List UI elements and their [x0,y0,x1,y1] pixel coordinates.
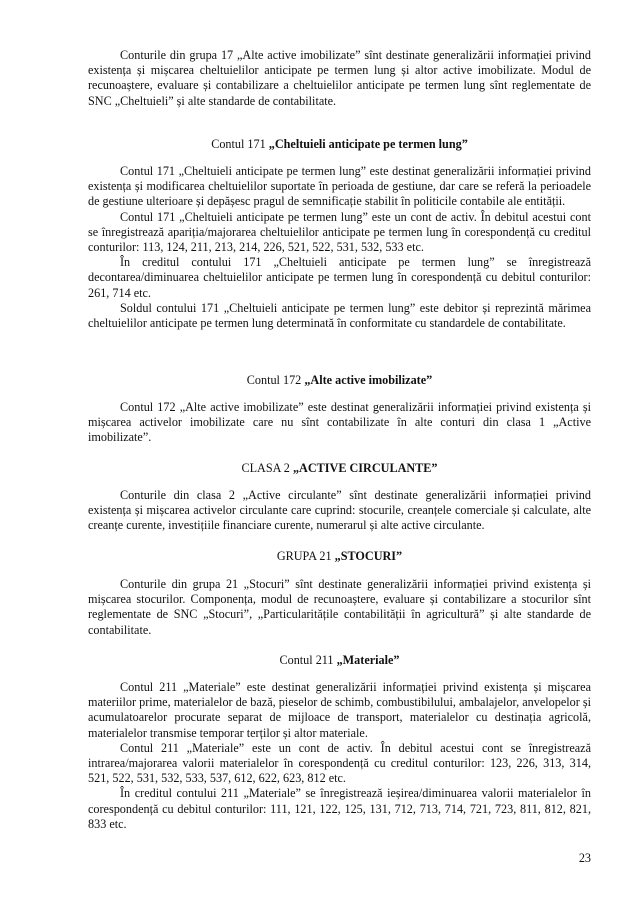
section-cont-172 [88,400,591,446]
section-cont-211 [88,680,591,832]
paragraph: Soldul contului 171 „Cheltuieli anticipate pe termen lung” este debitor și reprezintă mărimea cheltuielilor anticipate pe termen lung determinată în conformitate cu standardele de contabilitate. [88,300,591,331]
heading-title: „STOCURI” [334,549,403,563]
heading-clasa-2 [88,461,591,476]
paragraph: Contul 171 „Cheltuieli anticipate pe termen lung” este un cont de activ. În debitul acestui cont se înregistrează apariția/majorarea cheltuielilor anticipate pe termen lung în corespondență cu creditul conturilor: 113, 124, 211, 213, 214, 226, 521, 522, 531, 532, 533 etc. [88,209,591,255]
heading-prefix: Contul 171 [211,137,269,151]
heading-title: „Alte active imobilizate” [304,373,433,387]
heading-cont-171 [88,137,591,152]
paragraph: Contul 171 „Cheltuieli anticipate pe termen lung” este destinat generalizării informației privind existența și modificarea cheltuielilor suportate în perioada de gestiune, dar care se referă la perioadele de gestiune ulterioare și depășesc pragul de semnificație stabilit în politicile contabile ale entității. [88,164,591,209]
heading-cont-211 [88,653,591,668]
paragraph: Contul 211 „Materiale” este destinat generalizării informației privind existența și mișcarea materiilor prime, materialelor de bază, pieselor de schimb, combustibilului, ambalajelor, anvelopelor și acumulatoarelor procurate separat de mijloace de transport, materialelor cu destinația agricolă, materialelor transmise temporar terților și altor materiale. [88,680,591,740]
heading-cont-172 [88,373,591,388]
paragraph: Contul 211 „Materiale” este un cont de activ. În debitul acestui cont se înregistrează intrarea/majorarea valorii materialelor în corespondență cu creditul conturilor: 123, 226, 313, 314, 521, 522, 531, 532, 533, 537, 612, 622, 623, 812 etc. [88,740,591,786]
heading-prefix: Contul 211 [279,653,337,667]
paragraph: Contul 172 „Alte active imobilizate” este destinat generalizării informației privind existența și mișcarea activelor imobilizate care nu sînt contabilizate în alte conturi din clasa 1 „Active imobilizate”. [88,400,591,445]
paragraph: Conturile din grupa 17 „Alte active imobilizate” sînt destinate generalizării informației privind existența și mișcarea cheltuielilor anticipate pe termen lung și altor active imobilizate. Modul de recunoaștere, evaluare și contabilizare a cheltuielilor anticipate pe termen lung sînt reglementate de SNC „Cheltuieli” și alte standarde de contabilitate. [88,48,591,108]
paragraph: Conturile din clasa 2 „Active circulante” sînt destinate generalizării informației privind existența și mișcarea activelor circulante care cuprind: stocurile, creanțele comerciale și calculate, alte creanțe curente, investițiile financiare curente, numerarul și alte active circulante. [88,488,591,533]
paragraph: Conturile din grupa 21 „Stocuri” sînt destinate generalizării informației privind existența și mișcarea stocurilor. Componența, modul de recunoaștere, evaluare și contabilizare a stocurilor sînt reglementate de SNC „Stocuri”, „Particularitățile contabilității în agricultură” și alte standarde de contabilitate. [88,577,591,637]
heading-grupa-21 [88,549,591,564]
section-clasa-2 [88,488,591,534]
section-cont-171 [88,164,591,331]
heading-prefix: GRUPA 21 [276,549,335,563]
section-intro [88,48,591,109]
page-number: 23 [578,851,591,865]
heading-prefix: CLASA 2 [241,461,293,475]
heading-prefix: Contul 172 [246,373,305,387]
heading-title: „Cheltuieli anticipate pe termen lung” [268,137,468,151]
paragraph: În creditul contului 171 „Cheltuieli anticipate pe termen lung” se înregistrează decontarea/diminuarea cheltuielilor anticipate pe termen lung în corespondență cu debitul conturilor: 261, 714 etc. [88,255,591,300]
section-grupa-21 [88,577,591,638]
heading-title: „ACTIVE CIRCULANTE” [292,461,438,475]
paragraph: În creditul contului 211 „Materiale” se înregistrează ieșirea/diminuarea valorii materialelor în corespondență cu debitul conturilor: 111, 121, 122, 125, 131, 712, 713, 714, 721, 723, 811, 812, 821, 833 etc. [88,786,591,831]
heading-title: „Materiale” [336,653,400,667]
